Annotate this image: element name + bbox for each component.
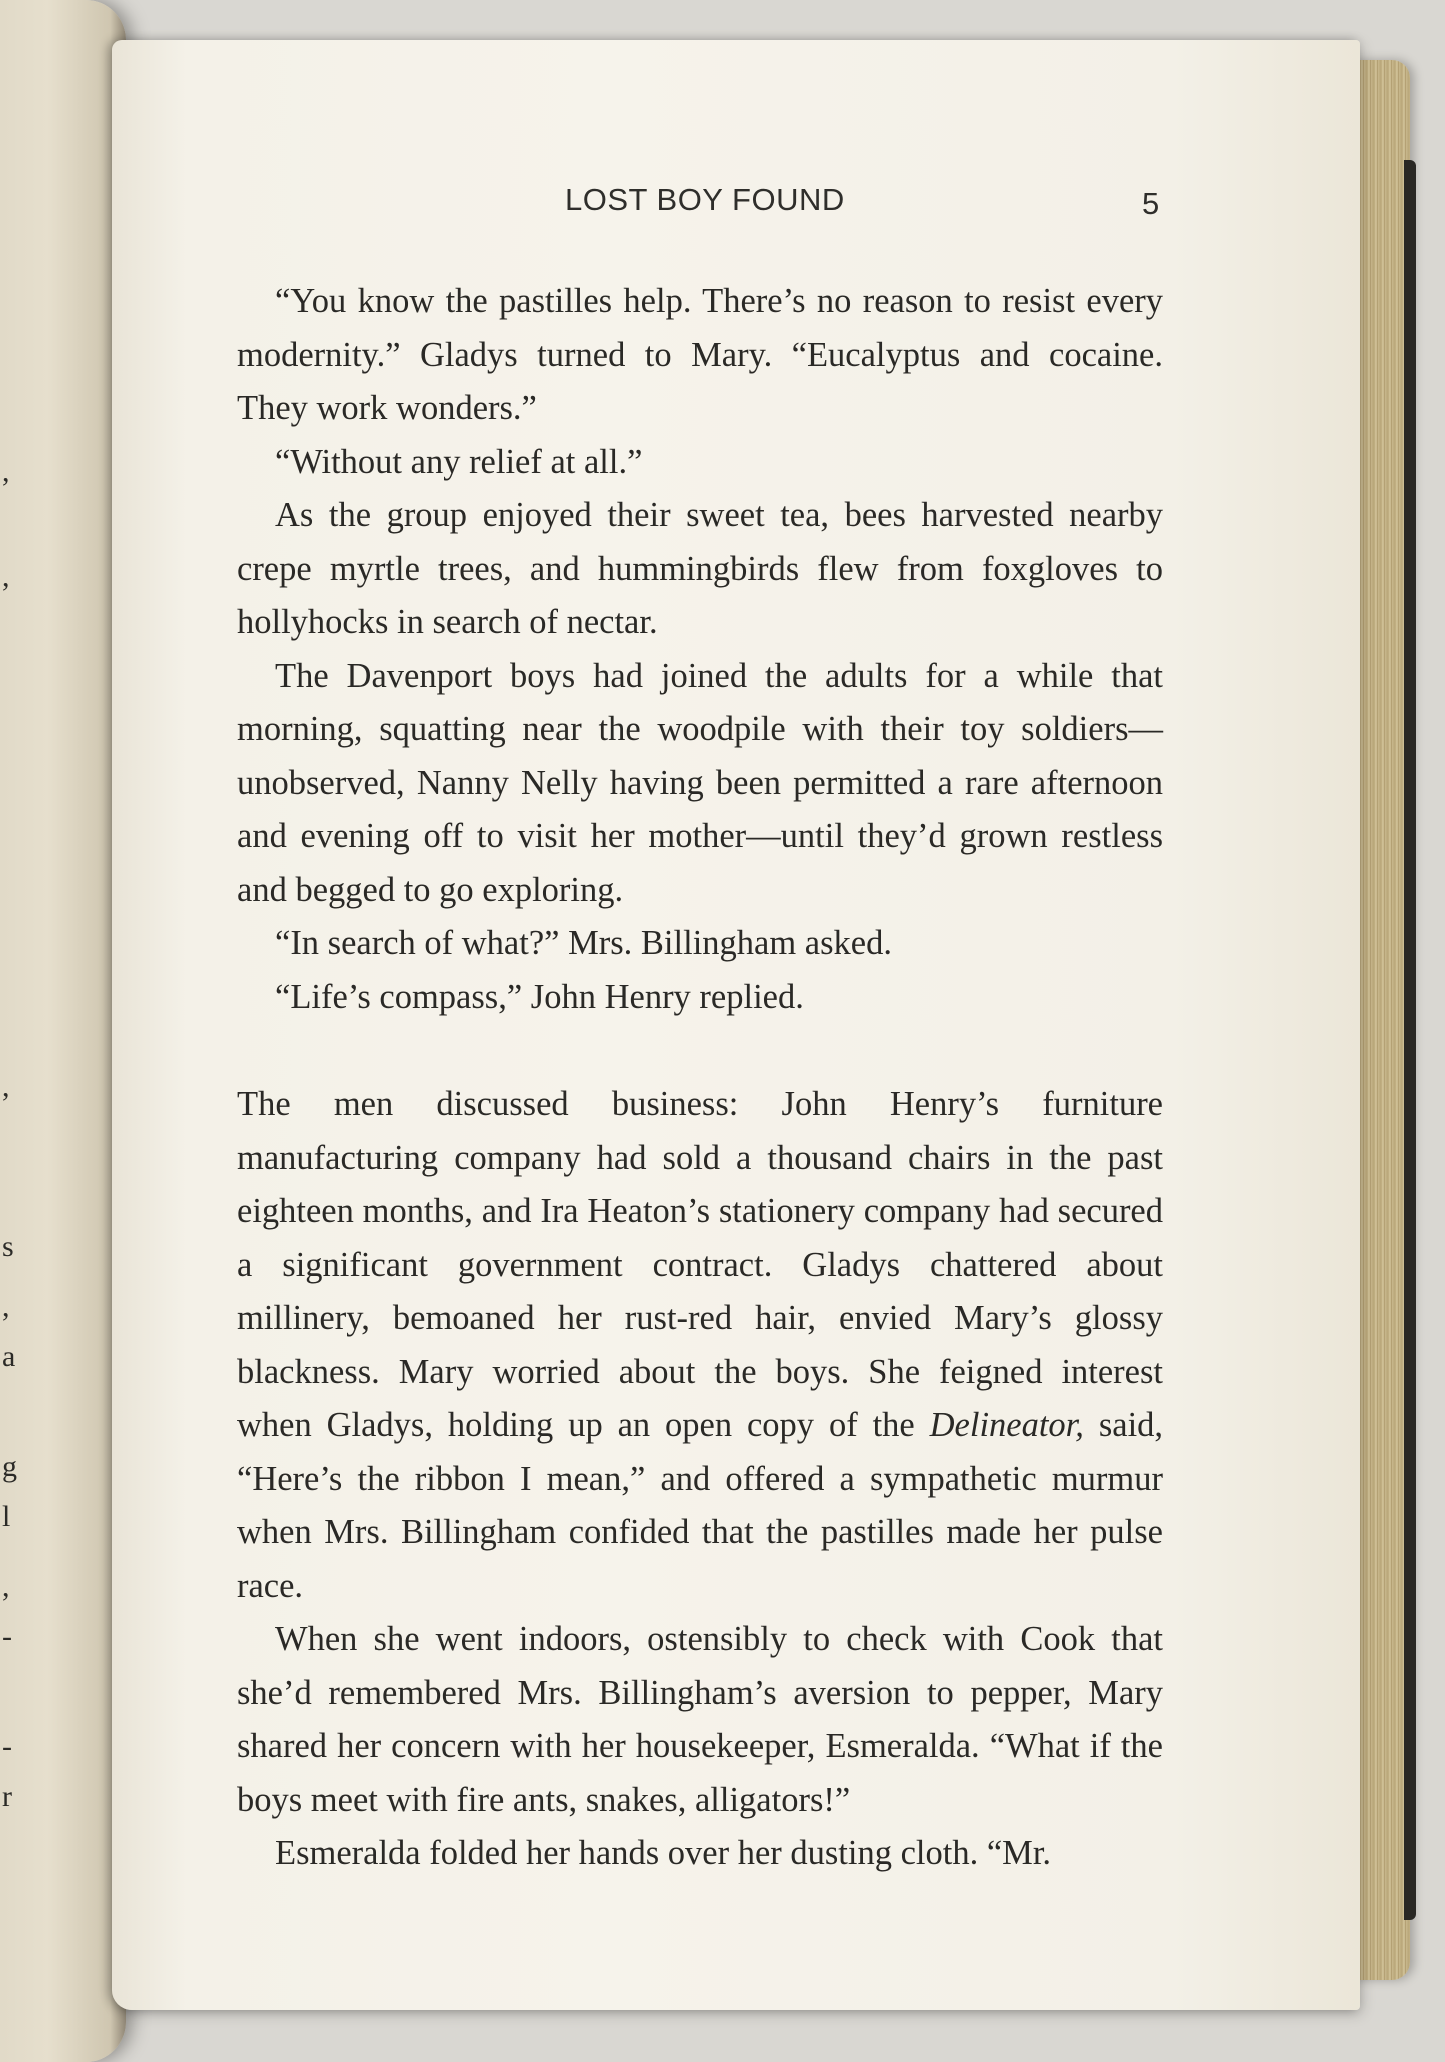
left-page-edge — [0, 0, 126, 2062]
paragraph: “Life’s compass,” John Henry replied. — [275, 977, 804, 1016]
paragraph: “You know the pastilles help. There’s no reason to resist every modernity.” Gladys turned to Mary. “Eucalyptus and cocaine. They work wonders.” — [237, 282, 1163, 427]
paragraph: When she went indoors, ostensibly to check with Cook that she’d remembered Mrs. Billingham’s aversion to pepper, Mary shared her concern with her housekeeper, Esmeralda. “What if the boys meet with fire ants, snakes, alligators!” — [237, 1620, 1163, 1819]
page-number: 5 — [1142, 186, 1160, 221]
left-page-fragment: r — [2, 1780, 12, 1813]
left-page-fragment: , — [2, 455, 10, 488]
paragraph: “In search of what?” Mrs. Billingham asked. — [275, 924, 892, 962]
paragraph: Esmeralda folded her hands over her dusting cloth. “Mr. — [275, 1834, 1052, 1872]
italic-title: Delineator, — [929, 1406, 1084, 1444]
left-page-fragment: , — [2, 1290, 10, 1323]
left-page-fragment: , — [2, 560, 10, 593]
left-page-fragment: l — [2, 1500, 11, 1533]
page-edges-shadow — [1404, 160, 1416, 1920]
left-page-fragment: - — [2, 1730, 12, 1763]
section-break — [237, 1024, 1163, 1078]
running-header — [112, 182, 1360, 232]
left-page-fragment: g — [2, 1450, 17, 1483]
paragraph-text: The men discussed business: John Henry’s furniture manufacturing company had sold a thousand chairs in the past eighteen months, and Ira Heaton’s stationery company had secured a significant government contract. Gladys chattered about millinery, bemoaned her rust-red hair, envied Mary’s glossy blackness. Mary worried about the boys. She feigned interest when Gladys, holding up an open copy of the — [237, 1085, 1163, 1444]
left-page-fragment: , — [2, 1070, 10, 1103]
paragraph: The Davenport boys had joined the adults for a while that morning, squatting near the woodpile with their toy soldiers—unobserved, Nanny Nelly having been permitted a rare afternoon and evening off to visit her mother—until they’d grown restless and begged to go exploring. — [237, 656, 1163, 909]
body-text — [237, 275, 1163, 1881]
paragraph — [237, 1078, 1163, 1613]
paragraph-text: said, “Here’s the ribbon I mean,” and offered a sympathetic murmur when Mrs. Billingham confided that the pastilles made her pulse race. — [237, 1406, 1164, 1605]
running-title: LOST BOY FOUND — [565, 182, 845, 217]
paragraph: As the group enjoyed their sweet tea, bees harvested nearby crepe myrtle trees, and hummingbirds flew from foxgloves to hollyhocks in search of nectar. — [237, 496, 1163, 641]
book-page — [112, 40, 1360, 2010]
left-page-fragment: - — [2, 1620, 12, 1653]
paragraph: “Without any relief at all.” — [275, 442, 643, 481]
left-page-fragment: a — [2, 1340, 16, 1373]
left-page-fragment: s — [2, 1230, 14, 1263]
left-page-fragment: , — [2, 1570, 10, 1603]
